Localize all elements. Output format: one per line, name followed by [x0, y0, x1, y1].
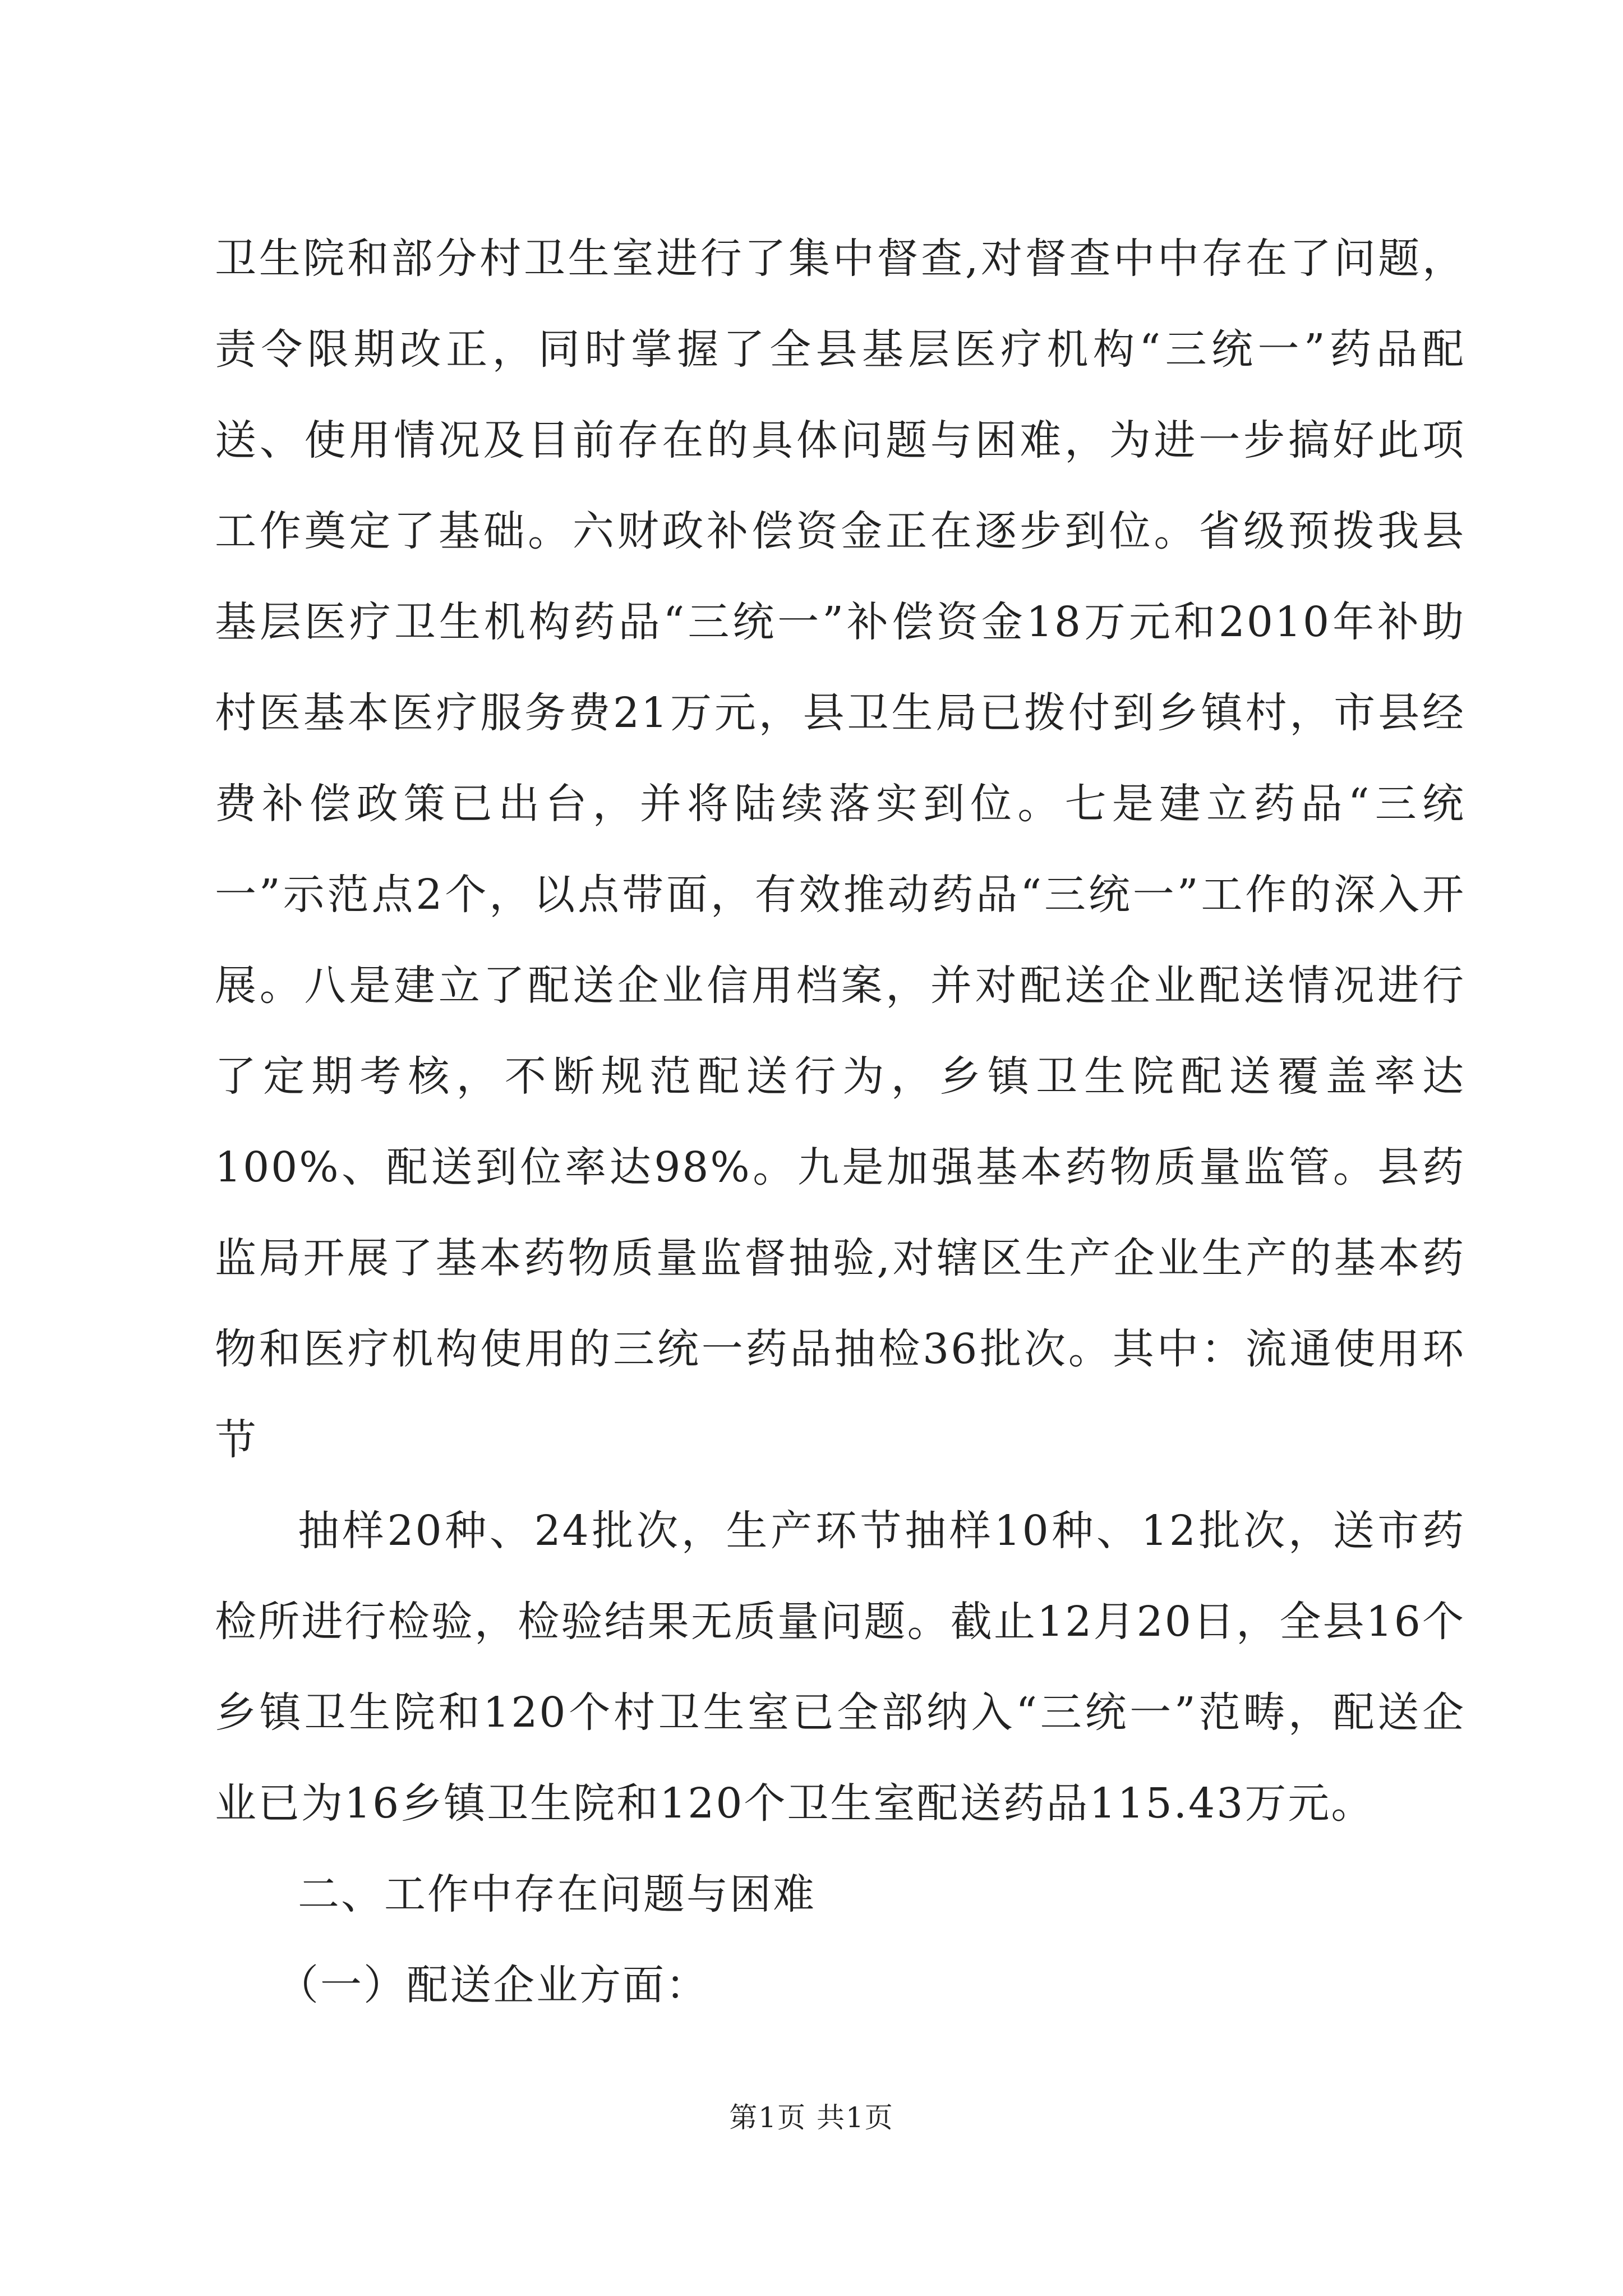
- paragraph-2: 抽样20种、24批次，生产环节抽样10种、12批次，送市药检所进行检验，检验结果无质量问题。截止12月20日，全县16个乡镇卫生院和120个村卫生室已全部纳入“三统一”范畴，配送企业已为16乡镇卫生院和120个卫生室配送药品115.43万元。: [215, 1507, 1465, 1828]
- page-footer: 第1页 共1页: [729, 2101, 894, 2134]
- section-heading: 二、工作中存在问题与困难: [298, 1870, 816, 1918]
- document-body: [215, 213, 1465, 2031]
- subsection-heading: （一）配送企业方面：: [277, 1961, 709, 2009]
- paragraph-1: 卫生院和部分村卫生室进行了集中督查,对督查中中存在了问题，责令限期改正，同时掌握了全县基层医疗机构“三统一”药品配送、使用情况及目前存在的具体问题与困难，为进一步搞好此项工作奠定了基础。六财政补偿资金正在逐步到位。省级预拨我县基层医疗卫生机构药品“三统一”补偿资金18万元和2010年补助村医基本医疗服务费21万元，县卫生局已拨付到乡镇村，市县经费补偿政策已出台，并将陆续落实到位。七是建立药品“三统一”示范点2个，以点带面，有效推动药品“三统一”工作的深入开展。八是建立了配送企业信用档案，并对配送企业配送情况进行了定期考核，不断规范配送行为，乡镇卫生院配送覆盖率达100%、配送到位率达98%。九是加强基本药物质量监管。县药监局开展了基本药物质量监督抽验,对辖区生产企业生产的基本药物和医疗机构使用的三统一药品抽检36批次。其中：流通使用环节: [215, 234, 1465, 1464]
